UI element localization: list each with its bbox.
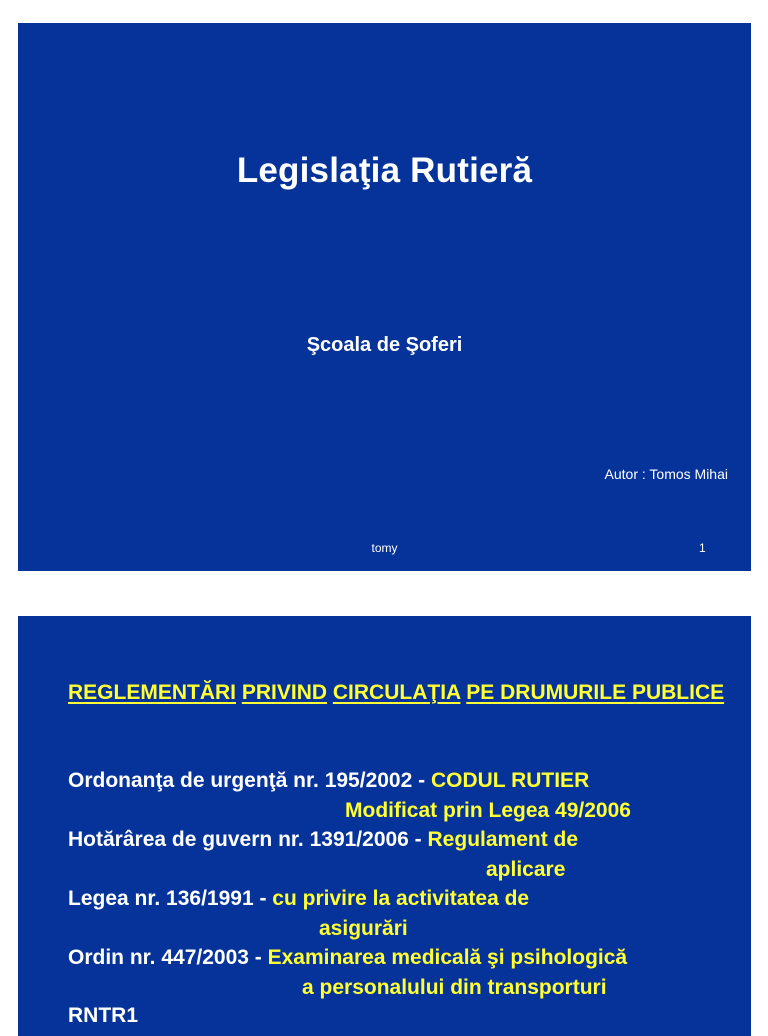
law-description: CODUL RUTIER bbox=[430, 769, 590, 792]
slide-footer: tomy bbox=[371, 541, 398, 555]
law-description: Regulament de bbox=[427, 828, 579, 851]
slide-heading bbox=[68, 678, 728, 708]
list-item bbox=[68, 884, 738, 943]
law-reference: Ordin nr. 447/2003 - bbox=[68, 946, 268, 969]
law-reference: Ordonanţa de urgenţă nr. 195/2002 - bbox=[68, 769, 431, 792]
heading-word: REGLEMENTĂRI bbox=[68, 681, 236, 704]
content-slide bbox=[18, 616, 751, 1036]
law-reference: Legea nr. 136/1991 - bbox=[68, 887, 273, 910]
law-list bbox=[68, 766, 738, 1002]
list-item bbox=[68, 766, 738, 825]
title-slide bbox=[18, 23, 751, 571]
law-description-continued: aplicare bbox=[486, 857, 566, 881]
heading-word: PRIVIND bbox=[241, 681, 328, 704]
heading-word: CIRCULAŢIA bbox=[332, 681, 461, 704]
trailing-text: RNTR1 bbox=[68, 1004, 139, 1027]
slide-subtitle: Şcoala de Şoferi bbox=[306, 334, 463, 356]
list-item bbox=[68, 825, 738, 884]
heading-word: PE DRUMURILE PUBLICE bbox=[466, 681, 725, 704]
author-line: Autor : Tomos Mihai bbox=[604, 466, 728, 482]
law-description: cu privire la activitatea de bbox=[272, 887, 530, 910]
slide-title: Legislaţia Rutieră bbox=[236, 151, 533, 190]
law-reference: Hotărârea de guvern nr. 1391/2006 - bbox=[68, 828, 428, 851]
law-description-continued: Modificat prin Legea 49/2006 bbox=[345, 798, 631, 822]
law-description: Examinarea medicală şi psihologică bbox=[267, 946, 628, 969]
law-description-continued: asigurări bbox=[319, 916, 408, 940]
law-description-continued: a personalului din transporturi bbox=[302, 975, 607, 999]
page-number: 1 bbox=[699, 541, 706, 555]
list-item bbox=[68, 943, 738, 1002]
